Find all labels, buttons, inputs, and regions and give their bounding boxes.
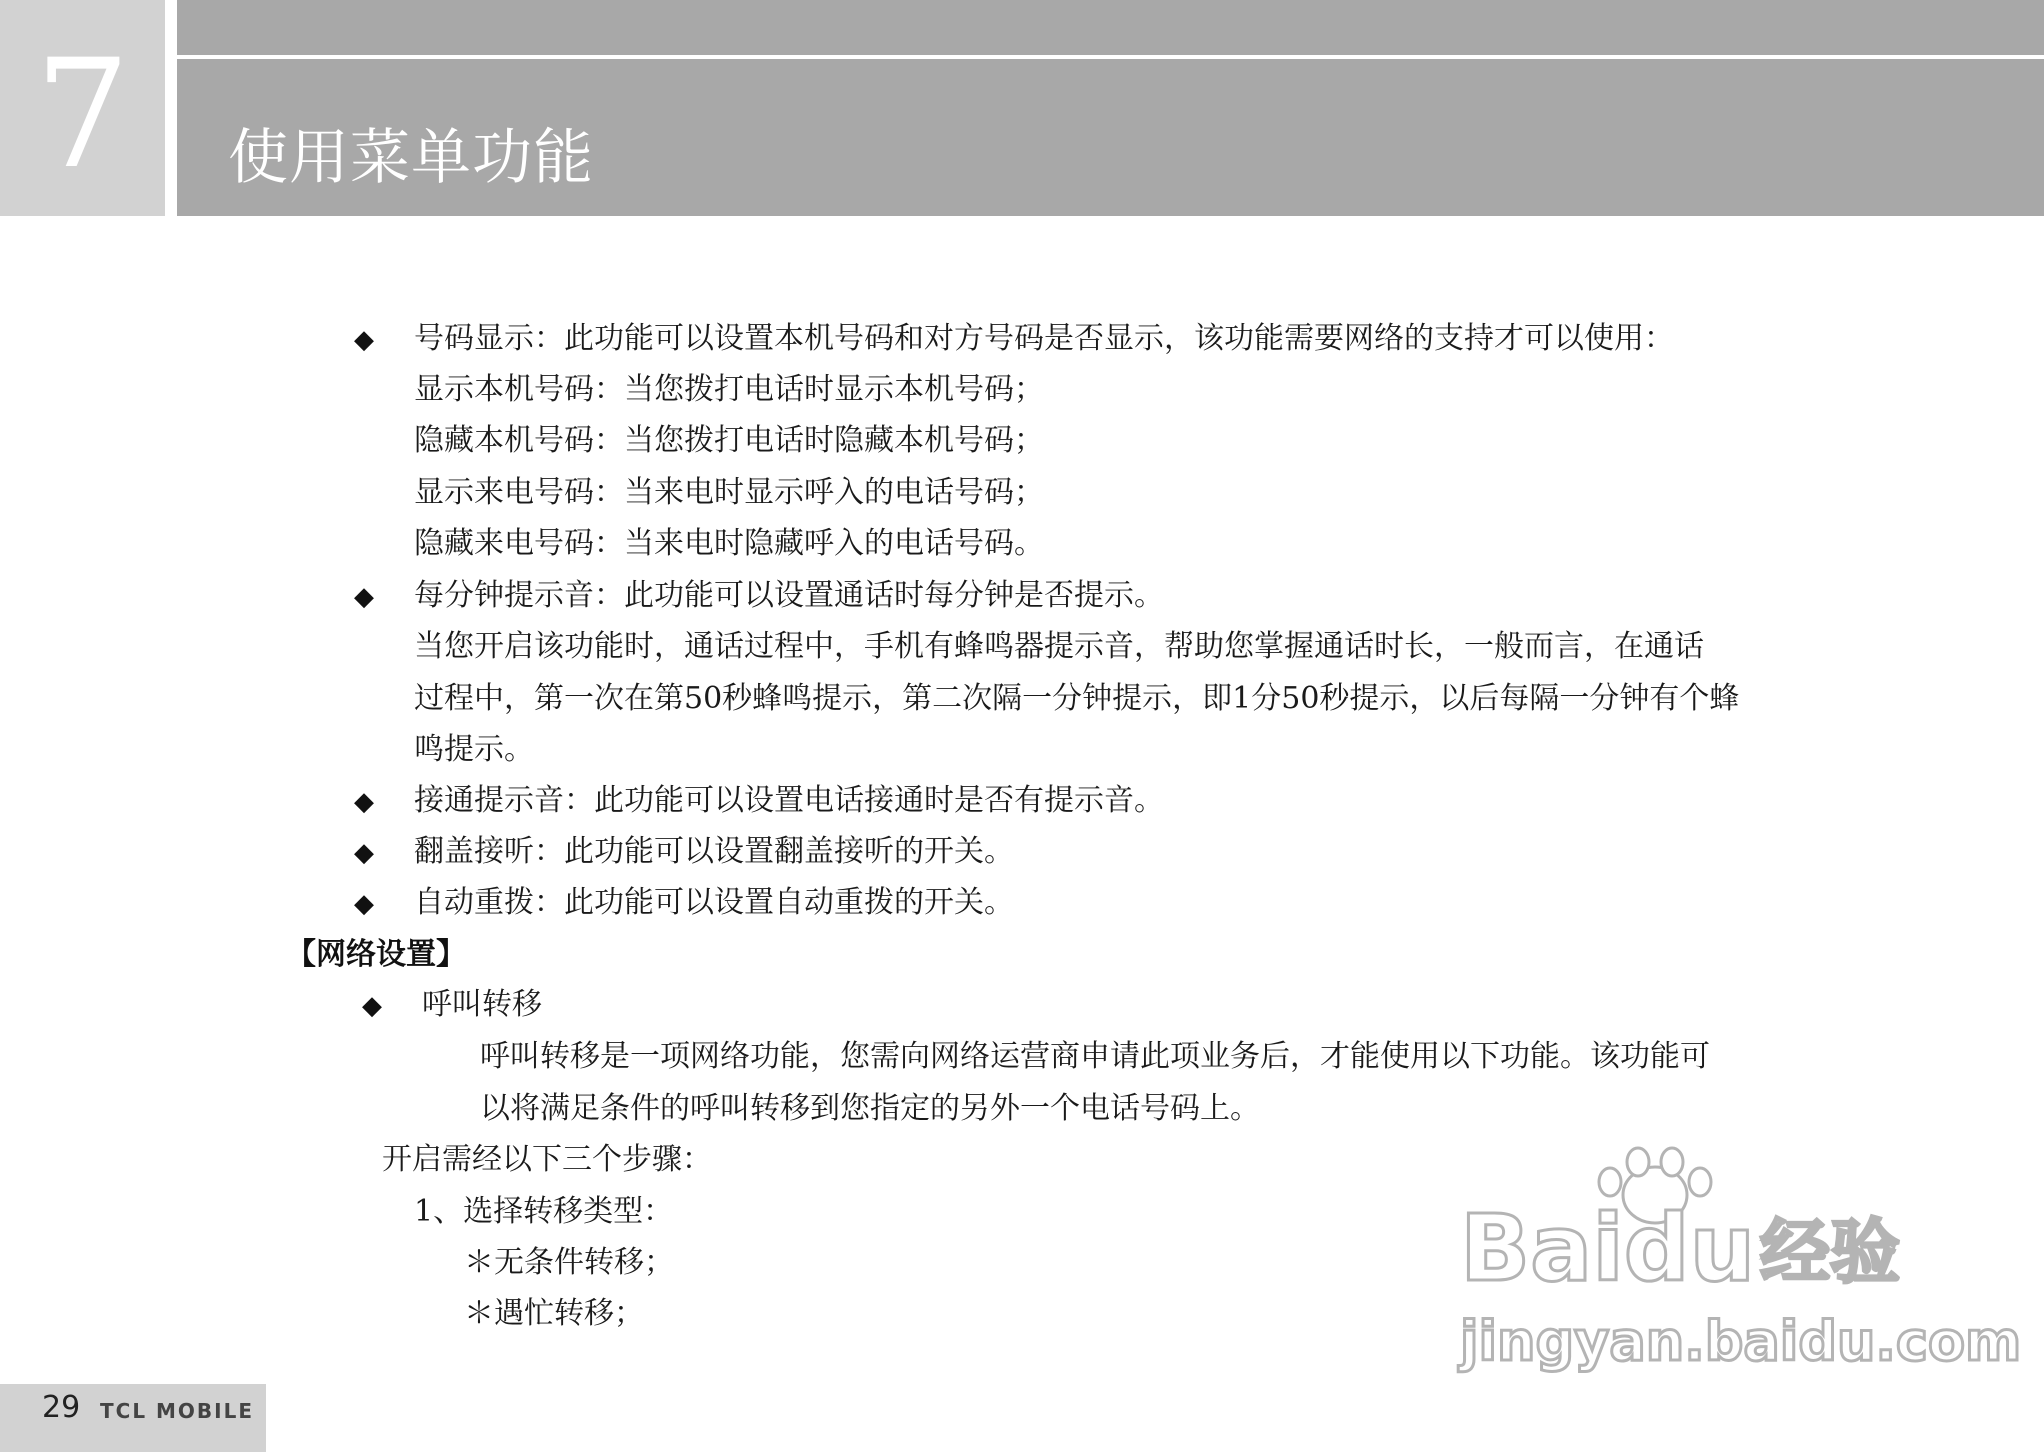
chapter-number-box [0,0,165,216]
watermark-logo: Baidu [1460,1195,1756,1302]
forward-type: ＊遇忙转移； [464,1296,644,1331]
watermark-url: jingyan.baidu.com [1460,1310,2022,1373]
bullet-icon: ◆ [354,787,374,817]
minute-beep-title: 每分钟提示音：此功能可以设置通话时每分钟是否提示。 [414,578,1164,613]
call-forward-title: 呼叫转移 [422,987,542,1022]
chapter-number: 7 [34,28,131,202]
brand-name: TCL MOBILE [100,1399,255,1423]
bullet-icon: ◆ [354,889,374,919]
caller-id-option: 隐藏来电号码：当来电时隐藏呼入的电话号码。 [414,526,1044,561]
minute-beep-desc: 当您开启该功能时，通话过程中，手机有蜂鸣器提示音，帮助您掌握通话时长，一般而言，在通话 [414,629,1704,664]
connect-tone-text: 接通提示音：此功能可以设置电话接通时是否有提示音。 [414,783,1164,818]
flip-answer-text: 翻盖接听：此功能可以设置翻盖接听的开关。 [414,834,1014,869]
steps-intro: 开启需经以下三个步骤： [382,1142,712,1177]
caller-id-option: 隐藏本机号码：当您拨打电话时隐藏本机号码； [414,423,1044,458]
caller-id-option: 显示来电号码：当来电时显示呼入的电话号码； [414,475,1044,510]
call-forward-desc: 以将满足条件的呼叫转移到您指定的另外一个电话号码上。 [480,1091,1260,1126]
bullet-icon: ◆ [362,991,382,1021]
minute-beep-desc: 鸣提示。 [414,732,534,767]
bullet-icon: ◆ [354,838,374,868]
page-number: 29 [42,1390,81,1425]
caller-id-option: 显示本机号码：当您拨打电话时显示本机号码； [414,372,1044,407]
caller-id-title: 号码显示：此功能可以设置本机号码和对方号码是否显示，该功能需要网络的支持才可以使用： [414,321,1674,356]
forward-type: ＊无条件转移； [464,1245,674,1280]
section-heading: 【网络设置】 [286,937,466,972]
watermark-label: 经验 [1760,1211,1900,1293]
step-1: 1、选择转移类型： [414,1194,674,1229]
auto-redial-text: 自动重拨：此功能可以设置自动重拨的开关。 [414,885,1014,920]
header-bar-top [177,0,2044,55]
baidu-watermark [1450,1140,2022,1380]
minute-beep-desc: 过程中，第一次在第50秒蜂鸣提示，第二次隔一分钟提示，即1分50秒提示，以后每隔一分钟有个蜂 [414,681,1740,716]
bullet-icon: ◆ [354,582,374,612]
chapter-title: 使用菜单功能 [228,123,594,193]
call-forward-desc: 呼叫转移是一项网络功能，您需向网络运营商申请此项业务后，才能使用以下功能。该功能可 [480,1039,1710,1074]
bullet-icon: ◆ [354,325,374,355]
